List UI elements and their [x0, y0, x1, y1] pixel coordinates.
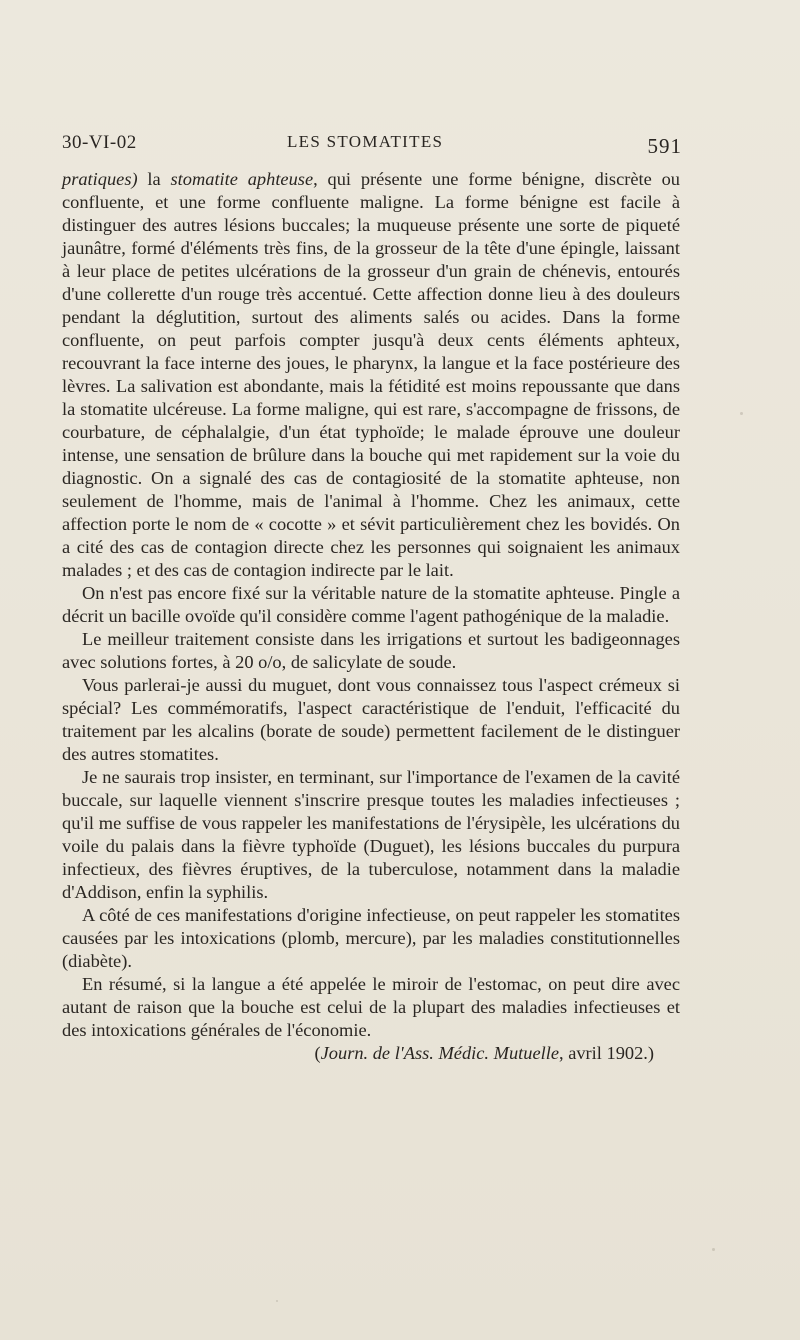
paragraph-7: En résumé, si la langue a été appelée le miroir de l'estomac, on peut dire avec autant de raison que la bouche est celui de la plupart des maladies infectieuses et des intoxications générales de l'économie.	[62, 974, 680, 1040]
paragraph-1-connector: la	[137, 169, 171, 189]
paper-speck	[712, 1248, 715, 1251]
article-body	[62, 168, 680, 1065]
running-header	[62, 132, 682, 162]
paper-speck	[276, 1300, 278, 1302]
paper-speck	[740, 412, 743, 415]
paragraph-3: Le meilleur traitement consiste dans les irrigations et surtout les badigeonnages avec solutions fortes, à 20 o/o, de salicylate de soude.	[62, 629, 680, 672]
citation-open: (	[314, 1043, 321, 1063]
italic-term: stomatite aphteuse	[170, 169, 314, 189]
citation	[62, 1042, 680, 1065]
citation-rest: , avril 1902.)	[559, 1043, 654, 1063]
paragraph-2: On n'est pas encore fixé sur la véritable nature de la stomatite aphteuse. Pingle a décrit un bacille ovoïde qu'il considère comme l'agent pathogénique de la maladie.	[62, 583, 680, 626]
paragraph-1	[62, 168, 680, 582]
paragraph-6: A côté de ces manifestations d'origine infectieuse, on peut rappeler les stomatites causées par les intoxications (plomb, mercure), par les maladies constitutionnelles (diabète).	[62, 905, 680, 971]
header-title: LES STOMATITES	[287, 132, 444, 151]
header-date: 30-VI-02	[62, 132, 137, 153]
paragraph-4: Vous parlerai-je aussi du muguet, dont vous connaissez tous l'aspect crémeux si spécial? Les commémoratifs, l'aspect caractéristique de l'enduit, l'efficacité du traitement par les alcalins (borate de soude) permettent facilement de le distinguer des autres stomatites.	[62, 675, 680, 764]
page-number: 591	[647, 134, 682, 158]
paragraph-1-text: , qui présente une forme bénigne, discrète ou confluente, et une forme confluente maligne. La forme bénigne est facile à distinguer des autres lésions buccales; la muqueuse présente une sorte de piqueté jaunâtre, formé d'éléments très fins, de la grosseur de la tête d'une épingle, laissant à leur place de petites ulcérations de la grosseur d'un grain de chénevis, entourés d'une collerette d'un rouge très accentué. Cette affection donne lieu à des douleurs pendant la déglutition, surtout des aliments salés ou acides. Dans la forme confluente, on peut parfois compter jusqu'à deux cents éléments aphteux, recouvrant la face interne des joues, le pharynx, la langue et la face postérieure des lèvres. La salivation est abondante, mais la fétidité est moins repoussante que dans la stomatite ulcéreuse. La forme maligne, qui est rare, s'accompagne de frissons, de courbature, de céphalalgie, d'un état typhoïde; le malade éprouve une douleur intense, une sensation de brûlure dans la bouche qui met rapidement sur la voie du diagnostic. On a signalé des cas de contagiosité de la stomatite aphteuse, non seulement de l'homme, mais de l'animal à l'homme. Chez les animaux, cette affection porte le nom de « cocotte » et sévit particulièrement chez les bovidés. On a cité des cas de contagion directe chez les personnes qui soignaient les animaux malades ; et des cas de contagion indirecte par le lait.	[62, 169, 681, 580]
citation-journal: Journ. de l'Ass. Médic. Mutuelle	[320, 1043, 559, 1063]
italic-lead: pratiques)	[62, 169, 138, 189]
paragraph-5: Je ne saurais trop insister, en terminant, sur l'importance de l'examen de la cavité buccale, sur laquelle viennent s'inscrire presque toutes les maladies infectieuses ; qu'il me suffise de vous rappeler les manifestations de l'érysipèle, les ulcérations du voile du palais dans la fièvre typhoïde (Duguet), les lésions buccales du purpura infectieux, des fièvres éruptives, de la tuberculose, notamment dans la maladie d'Addison, enfin la syphilis.	[62, 767, 680, 902]
